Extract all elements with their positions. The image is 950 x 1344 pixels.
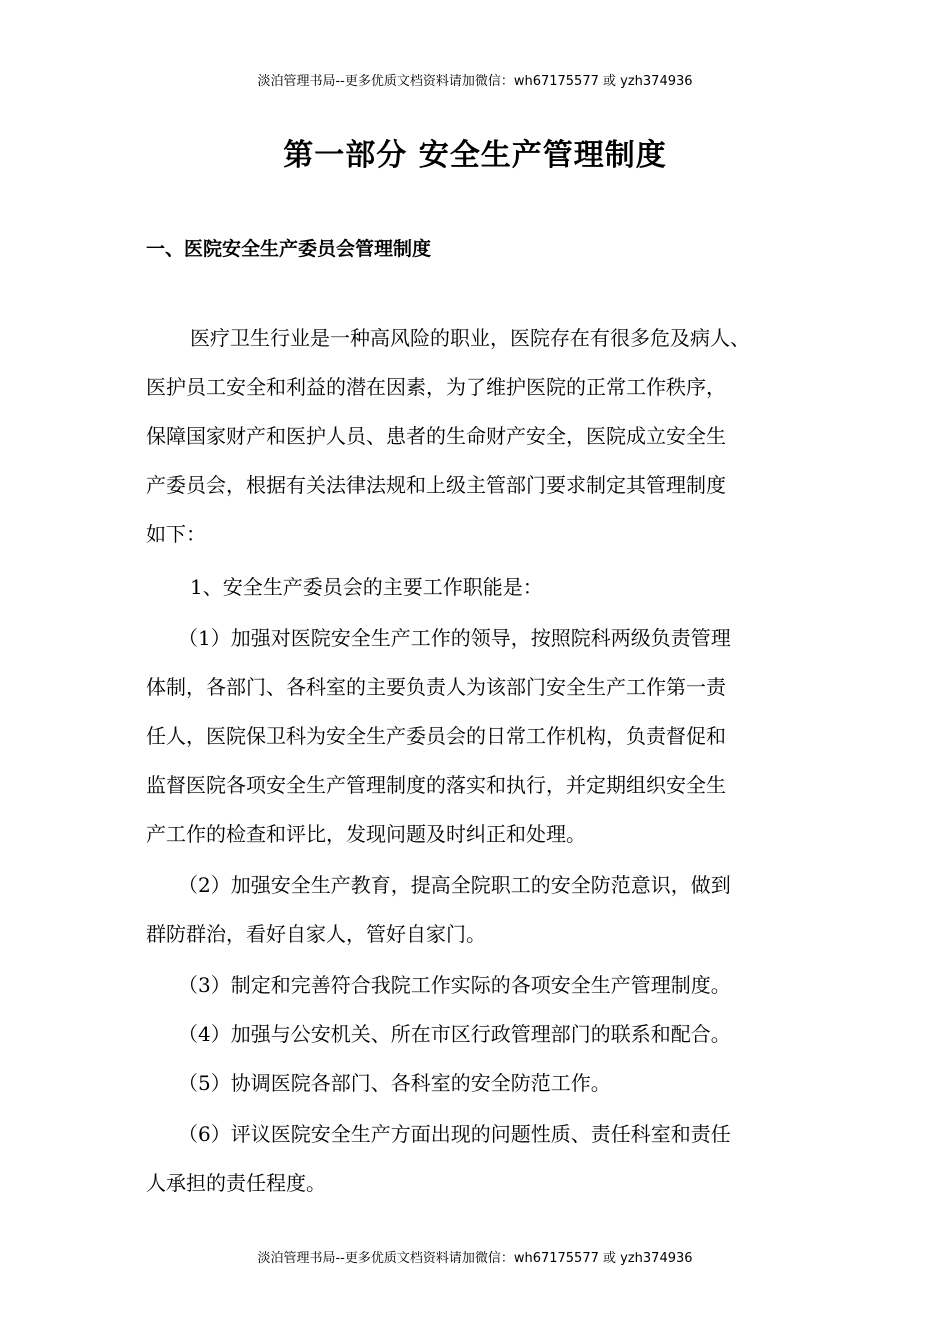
paragraph-line: 体制，各部门、各科室的主要负责人为该部门安全生产工作第一责 [146,675,726,699]
paragraph-line: 产委员会，根据有关法律法规和上级主管部门要求制定其管理制度 [146,473,726,497]
list-heading: 1、安全生产委员会的主要工作职能是： [190,575,543,599]
paragraph-line: 群防群治，看好自家人，管好自家门。 [146,922,486,946]
paragraph-line: 医护员工安全和利益的潜在因素，为了维护医院的正常工作秩序， [146,375,726,399]
list-item: （4）加强与公安机关、所在市区行政管理部门的联系和配合。 [178,1022,731,1046]
paragraph-line: 任人，医院保卫科为安全生产委员会的日常工作机构，负责督促和 [146,724,726,748]
paragraph-line: 产工作的检查和评比，发现问题及时纠正和处理。 [146,822,586,846]
page-header: 淡泊管理书局--更多优质文档资料请加微信：wh67175577 或 yzh374936 [257,74,693,89]
section-heading: 一、医院安全生产委员会管理制度 [146,238,432,260]
list-item: （2）加强安全生产教育，提高全院职工的安全防范意识，做到 [178,873,731,897]
list-item: （5）协调医院各部门、各科室的安全防范工作。 [178,1071,611,1095]
paragraph-line: 人承担的责任程度。 [146,1171,326,1195]
page-title: 第一部分 安全生产管理制度 [283,138,667,173]
page-footer: 淡泊管理书局--更多优质文档资料请加微信：wh67175577 或 yzh374936 [257,1251,693,1266]
list-item: （3）制定和完善符合我院工作实际的各项安全生产管理制度。 [178,973,731,997]
paragraph-line: 如下： [146,522,206,546]
paragraph-line: 保障国家财产和医护人员、患者的生命财产安全，医院成立安全生 [146,424,726,448]
list-item: （6）评议医院安全生产方面出现的问题性质、责任科室和责任 [178,1122,731,1146]
paragraph-line: 监督医院各项安全生产管理制度的落实和执行，并定期组织安全生 [146,773,726,797]
paragraph-line: 医疗卫生行业是一种高风险的职业，医院存在有很多危及病人、 [190,326,750,350]
list-item: （1）加强对医院安全生产工作的领导，按照院科两级负责管理 [178,626,731,650]
